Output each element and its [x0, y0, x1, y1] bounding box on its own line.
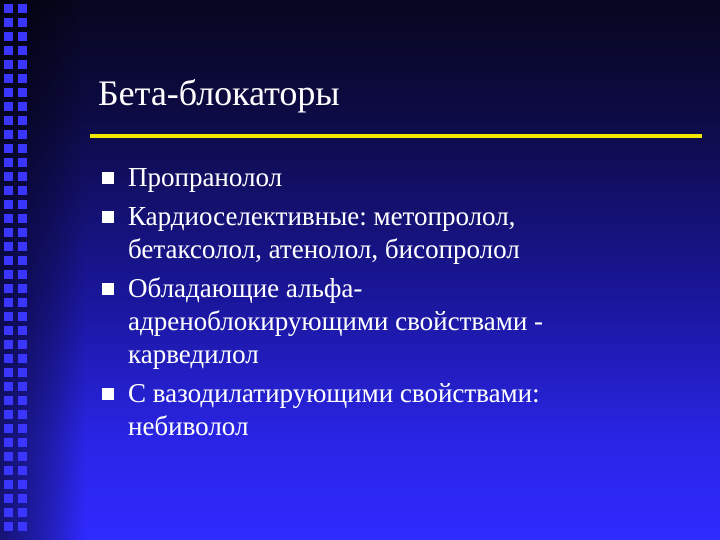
decorative-square — [18, 158, 27, 167]
bullet-item — [100, 377, 700, 443]
decorative-square — [4, 298, 13, 307]
decorative-square — [4, 424, 13, 433]
decorative-square — [18, 368, 27, 377]
bullet-line: Кардиоселективные: метопролол, — [128, 201, 516, 231]
decorative-square — [18, 508, 27, 517]
decorative-square — [4, 46, 13, 55]
decorative-square — [4, 270, 13, 279]
decorative-square — [4, 480, 13, 489]
decorative-square — [4, 396, 13, 405]
decorative-square — [4, 354, 13, 363]
decorative-square — [4, 522, 13, 531]
decorative-square — [4, 466, 13, 475]
decorative-square — [18, 312, 27, 321]
decorative-square — [18, 410, 27, 419]
decorative-square — [18, 382, 27, 391]
decorative-square — [4, 326, 13, 335]
decorative-square — [4, 102, 13, 111]
decorative-square — [4, 74, 13, 83]
decorative-square — [4, 382, 13, 391]
decorative-square — [18, 4, 27, 13]
decorative-square — [4, 368, 13, 377]
bullet-line: Обладающие альфа- — [128, 273, 363, 303]
decorative-square — [18, 32, 27, 41]
decorative-square — [18, 466, 27, 475]
decorative-square — [18, 88, 27, 97]
decorative-square — [4, 32, 13, 41]
decorative-square — [18, 186, 27, 195]
decorative-square — [18, 396, 27, 405]
bullet-line: бетаксолол, атенолол, бисопролол — [128, 234, 520, 264]
decorative-square — [18, 214, 27, 223]
decorative-square — [4, 88, 13, 97]
decorative-square — [4, 452, 13, 461]
decorative-square — [18, 130, 27, 139]
decorative-square — [4, 438, 13, 447]
bullet-line: карведилол — [128, 339, 259, 369]
decorative-square — [4, 508, 13, 517]
decorative-square — [4, 144, 13, 153]
decorative-square — [4, 312, 13, 321]
decorative-square — [18, 424, 27, 433]
decorative-square — [4, 172, 13, 181]
decorative-square — [18, 144, 27, 153]
bullet-line: адреноблокирующими свойствами - — [128, 306, 544, 336]
decorative-square — [4, 186, 13, 195]
decorative-square — [18, 494, 27, 503]
bullet-item — [100, 161, 700, 194]
decorative-square — [18, 438, 27, 447]
decorative-square — [18, 116, 27, 125]
decorative-square — [18, 46, 27, 55]
decorative-square — [18, 298, 27, 307]
title-underline-rule — [90, 134, 702, 138]
decorative-square — [4, 158, 13, 167]
square-bullet-icon — [102, 283, 114, 295]
decorative-square — [4, 200, 13, 209]
decorative-square — [18, 340, 27, 349]
decorative-square-column-left — [4, 0, 14, 540]
bullet-item — [100, 272, 700, 371]
bullet-line: С вазодилатирующими свойствами: — [128, 378, 540, 408]
slide-title: Бета-блокаторы — [98, 73, 340, 113]
decorative-square — [4, 242, 13, 251]
decorative-square — [4, 340, 13, 349]
bullet-list — [100, 161, 700, 449]
decorative-square — [18, 74, 27, 83]
bullet-item — [100, 200, 700, 266]
decorative-square — [18, 270, 27, 279]
square-bullet-icon — [102, 172, 114, 184]
decorative-square — [4, 256, 13, 265]
decorative-square — [4, 116, 13, 125]
decorative-square — [4, 60, 13, 69]
decorative-square — [4, 284, 13, 293]
bullet-line: небиволол — [128, 411, 249, 441]
decorative-square — [18, 480, 27, 489]
decorative-square — [18, 354, 27, 363]
decorative-square — [18, 452, 27, 461]
decorative-square-column-right — [18, 0, 28, 540]
decorative-square — [4, 18, 13, 27]
decorative-square — [18, 326, 27, 335]
decorative-square — [18, 200, 27, 209]
decorative-square — [18, 256, 27, 265]
decorative-square — [18, 172, 27, 181]
decorative-square — [18, 284, 27, 293]
decorative-square — [4, 130, 13, 139]
decorative-square — [4, 410, 13, 419]
decorative-square — [4, 4, 13, 13]
decorative-square — [18, 522, 27, 531]
decorative-square — [18, 18, 27, 27]
square-bullet-icon — [102, 388, 114, 400]
decorative-square — [18, 102, 27, 111]
decorative-square — [4, 228, 13, 237]
decorative-square — [18, 228, 27, 237]
decorative-square — [4, 214, 13, 223]
decorative-square — [4, 494, 13, 503]
bullet-line: Пропранолол — [128, 162, 283, 192]
square-bullet-icon — [102, 211, 114, 223]
decorative-square — [18, 60, 27, 69]
decorative-square — [18, 242, 27, 251]
